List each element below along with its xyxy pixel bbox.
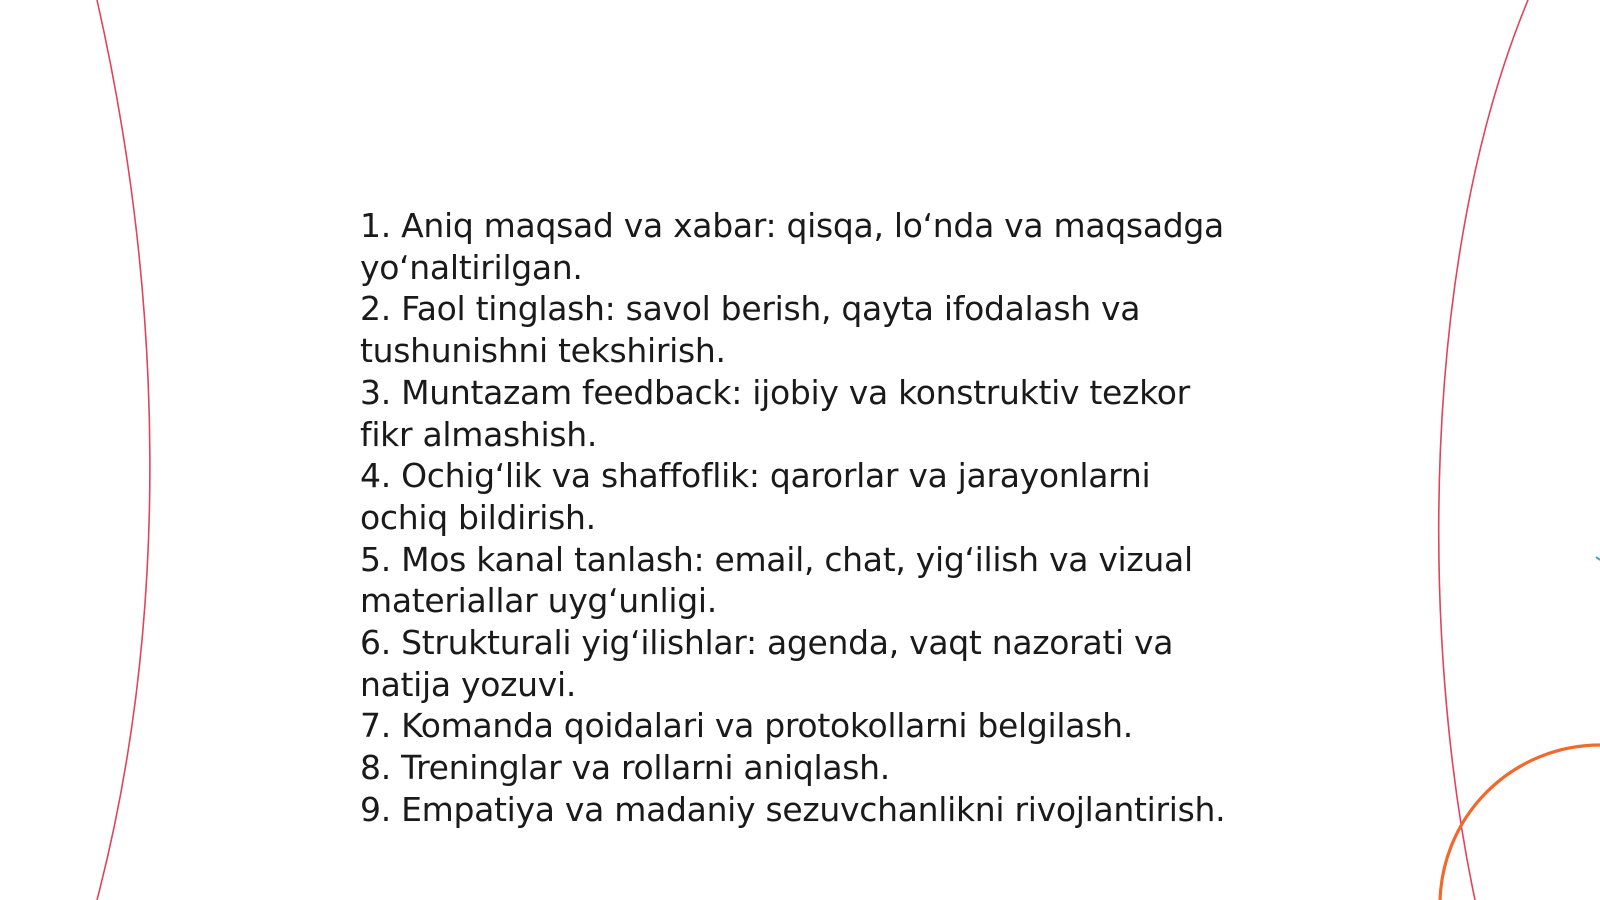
small-mark-icon (1596, 557, 1600, 560)
list-item: 5. Mos kanal tanlash: email, chat, yig‘ilish va vizual materiallar uyg‘unligi. (360, 539, 1193, 621)
orange-circle-arc (1440, 745, 1600, 900)
right-curve-line (1439, 0, 1528, 900)
list-item: 3. Muntazam feedback: ijobiy va konstruktiv tezkor fikr almashish. (360, 372, 1190, 454)
list-item: 2. Faol tinglash: savol berish, qayta ifodalash va tushunishni tekshirish. (360, 289, 1141, 371)
left-curve-line (97, 0, 150, 900)
list-item: 4. Ochig‘lik va shaffoflik: qarorlar va jarayonlarni ochiq bildirish. (360, 456, 1151, 537)
list-item: 7. Komanda qoidalari va protokollarni belgilash. (360, 706, 1133, 746)
list-item: 9. Empatiya va madaniy sezuvchanlikni rivojlantirish. (360, 789, 1226, 829)
list-item: 8. Treninglar va rollarni aniqlash. (360, 748, 890, 788)
list-item: 6. Strukturali yig‘ilishlar: agenda, vaqt nazorati va natija yozuvi. (360, 623, 1174, 704)
list-item: 1. Aniq maqsad va xabar: qisqa, lo‘nda va maqsadga yo‘naltirilgan. (360, 206, 1224, 287)
point-list (360, 205, 1240, 831)
